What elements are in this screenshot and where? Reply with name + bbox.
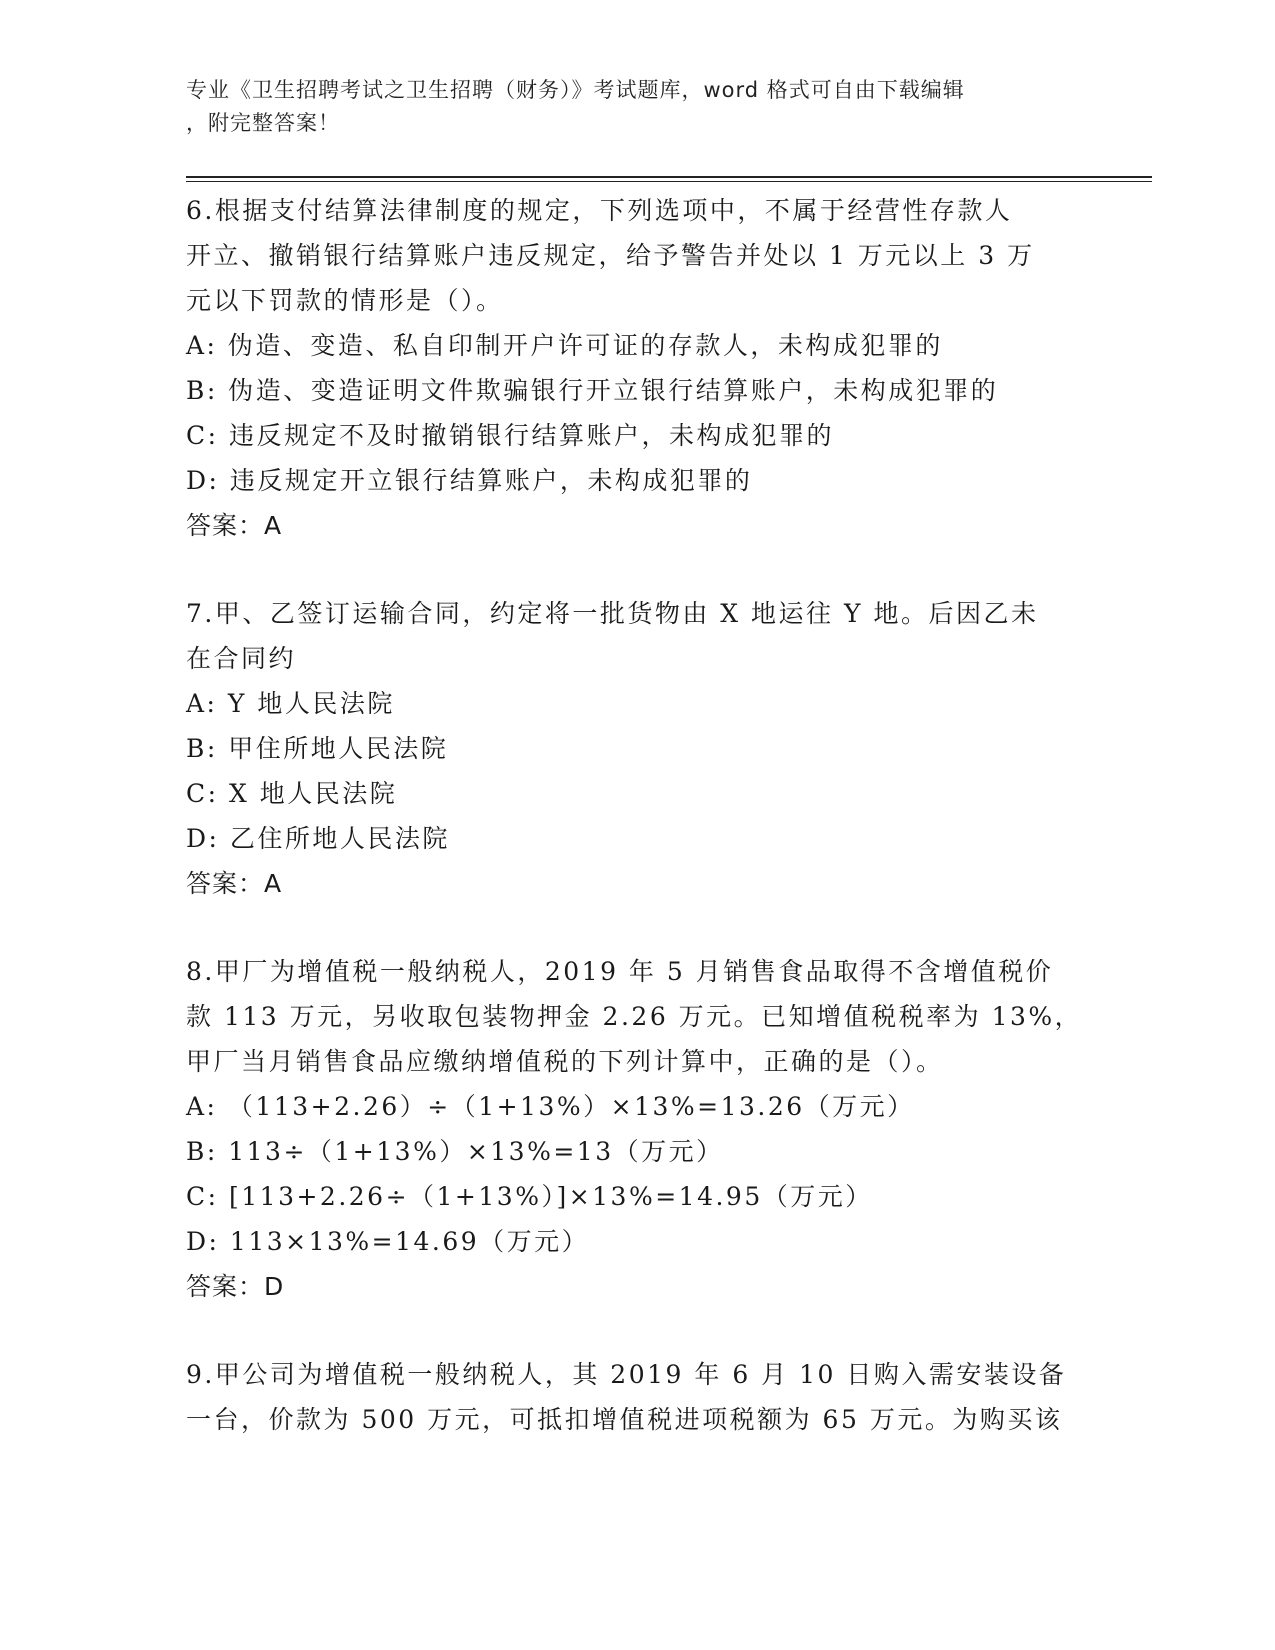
option-d: D: 违反规定开立银行结算账户，未构成犯罪的 xyxy=(186,466,753,495)
answer-label: 答案：A xyxy=(186,511,283,540)
question-stem-line: 一台，价款为 500 万元，可抵扣增值税进项税额为 65 万元。为购买该 xyxy=(186,1405,1063,1434)
option-c: C: [113+2.26÷（1+13%）]×13%=14.95（万元） xyxy=(186,1182,873,1211)
question-stem-line: 7.甲、乙签订运输合同，约定将一批货物由 X 地运往 Y 地。后因乙未 xyxy=(186,599,1039,628)
option-b: B: 甲住所地人民法院 xyxy=(186,734,449,763)
document-header xyxy=(186,74,1066,140)
option-b: B: 113÷（1+13%）×13%=13（万元） xyxy=(186,1137,724,1166)
header-line: ，附完整答案！ xyxy=(186,111,340,135)
question-list xyxy=(186,188,1086,1484)
question-stem-line: 6.根据支付结算法律制度的规定，下列选项中，不属于经营性存款人 xyxy=(186,196,1013,225)
question-stem-line: 款 113 万元，另收取包装物押金 2.26 万元。已知增值税税率为 13%， xyxy=(186,1002,1083,1031)
option-d: D: 乙住所地人民法院 xyxy=(186,824,450,853)
question-stem-line: 9.甲公司为增值税一般纳税人，其 2019 年 6 月 10 日购入需安装设备 xyxy=(186,1360,1067,1389)
question-stem-line: 在合同约 xyxy=(186,644,297,673)
question-stem-line: 开立、撤销银行结算账户违反规定，给予警告并处以 1 万元以上 3 万 xyxy=(186,241,1035,270)
answer-label: 答案：A xyxy=(186,869,283,898)
header-divider xyxy=(186,176,1152,178)
question-stem-line: 元以下罚款的情形是（）。 xyxy=(186,286,504,315)
option-d: D: 113×13%=14.69（万元） xyxy=(186,1227,590,1256)
option-c: C: X 地人民法院 xyxy=(186,779,398,808)
question-6 xyxy=(186,188,1086,549)
header-line: 专业《卫生招聘考试之卫生招聘（财务）》考试题库，word 格式可自由下载编辑 xyxy=(186,78,965,102)
answer-label: 答案：D xyxy=(186,1272,285,1301)
option-a: A: （113+2.26）÷（1+13%）×13%=13.26（万元） xyxy=(186,1092,915,1121)
question-stem-line: 甲厂当月销售食品应缴纳增值税的下列计算中，正确的是（）。 xyxy=(186,1047,944,1076)
option-b: B: 伪造、变造证明文件欺骗银行开立银行结算账户，未构成犯罪的 xyxy=(186,376,999,405)
question-stem-line: 8.甲厂为增值税一般纳税人，2019 年 5 月销售食品取得不含增值税价 xyxy=(186,957,1054,986)
question-7 xyxy=(186,591,1086,907)
question-8 xyxy=(186,949,1086,1310)
option-a: A: Y 地人民法院 xyxy=(186,689,395,718)
option-c: C: 违反规定不及时撤销银行结算账户，未构成犯罪的 xyxy=(186,421,835,450)
option-a: A: 伪造、变造、私自印制开户许可证的存款人，未构成犯罪的 xyxy=(186,331,943,360)
header-divider-thin xyxy=(186,181,1152,182)
question-9 xyxy=(186,1352,1086,1442)
